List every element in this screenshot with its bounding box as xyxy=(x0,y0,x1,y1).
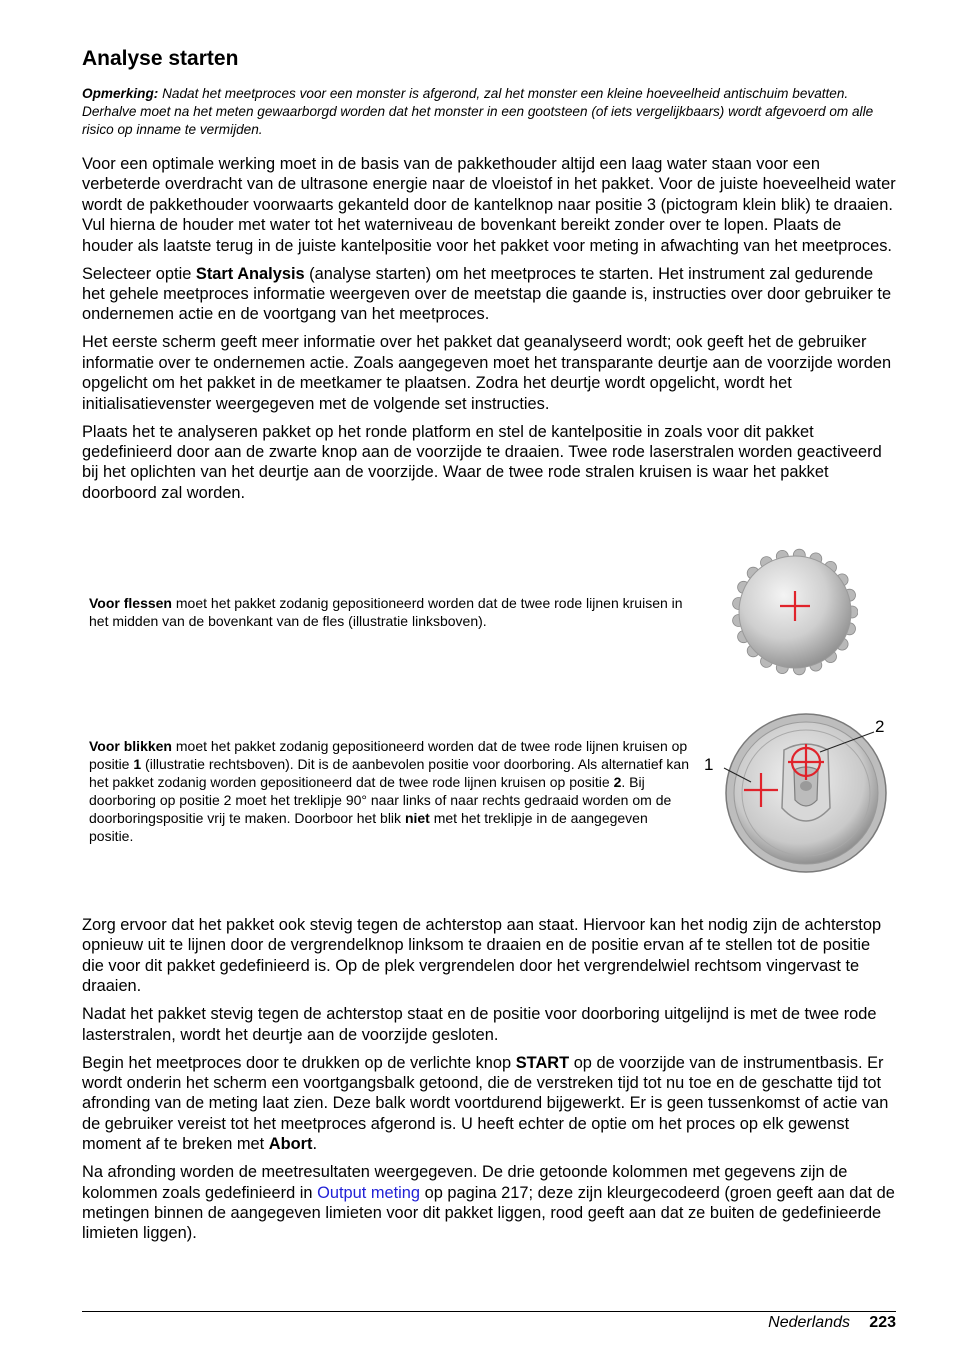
text-span: (illustratie rechtsboven). Dit is de aanbevolen positie voor doorboring. Als alternatief kan het pakket zodanig worden gepositioneerd dat de twee rode lijnen kruisen op positie xyxy=(89,756,690,791)
note-text: Nadat het meetproces voor een monster is afgerond, zal het monster een kleine hoeveelheid antischuim bevatten. Derhalve moet na het meten gewaarborgd worden dat het monster in een gootsteen (of iets vergelijkbaars) wordt afgevoerd om alle risico op inname te vermijden. xyxy=(82,86,874,137)
paragraph-start-measurement xyxy=(82,1053,896,1155)
paragraph-place-package: Plaats het te analyseren pakket op het ronde platform en stel de kantelpositie in zoals voor dit pakket gedefinieerd door aan de zwarte knop aan de voorzijde te draaien. Twee rode laserstralen worden geactiveerd bij het oplichten van het deurtje aan de voorzijde. Waar de twee rode stralen kruisen is waar het pakket doorboord zal worden. xyxy=(82,422,882,502)
paragraph-first-screen: Het eerste scherm geeft meer informatie over het pakket dat geanalyseerd wordt; ook geeft het de gebruiker informatie over te ondernemen actie. Zoals aangegeven moet het transparante deurtje aan de voorzijde worden opgelicht om het pakket in de meetkamer te plaatsen. Zodra het deurtje wordt opgelicht, wordt het initialisatievenster weergegeven met de volgende set instructies. xyxy=(82,333,892,413)
footer-page-number: 223 xyxy=(869,1314,896,1331)
text-span: Na afronding worden de meetresultaten weergegeven. De drie getoonde kolommen met gegevens zijn de kolommen zoals gedefinieerd in xyxy=(82,1163,848,1202)
output-meting-link[interactable]: Output meting xyxy=(317,1183,421,1202)
body-text-top xyxy=(82,154,896,511)
body-text-bottom xyxy=(82,915,896,1251)
text-span: op de voorzijde van de instrumentbasis. Er wordt onderin het scherm een voortgangsbalk getoond, die de verstreken tijd tot nu toe en de geschatte tijd tot afronding van de meting laat zien. Deze balk wordt voortdurend bijgewerkt. Er is geen tussenkomst of actie van de gebruiker vereist tot het meetproces afgerond is. U heeft echter de optie om het proces op elk gewenst moment af te breken met xyxy=(82,1053,889,1154)
bottle-caption xyxy=(89,594,695,630)
footer-divider xyxy=(82,1311,896,1312)
text-span: moet het pakket zodanig gepositioneerd worden dat de twee rode lijnen kruisen op positie xyxy=(89,738,688,773)
start-analysis-term: Start Analysis xyxy=(195,264,305,283)
bottle-caption-text: moet het pakket zodanig gepositioneerd worden dat de twee rode lijnen kruisen in het midden van de bovenkant van de fles (illustratie linksboven). xyxy=(89,595,683,630)
note-label: Opmerking: xyxy=(82,86,159,101)
position-1-term: 1 xyxy=(133,756,142,773)
footer-language: Nederlands xyxy=(768,1314,850,1331)
paragraph-results xyxy=(82,1162,896,1244)
can-top-illustration xyxy=(696,708,892,874)
niet-term: niet xyxy=(404,810,430,827)
text-span: (analyse starten) om het meetproces te starten. Het instrument zal gedurende het gehele meetproces informatie weergeven over de meetstap die gaande is, instructies over door gebruiker te ondernemen actie en de voortgang van het meetproces. xyxy=(82,264,892,324)
text-span: Selecteer optie xyxy=(82,264,196,283)
can-caption xyxy=(89,737,695,846)
callout-1-label: 1 xyxy=(704,755,714,774)
abort-term: Abort xyxy=(268,1135,313,1154)
note-paragraph xyxy=(82,85,894,139)
text-span: Begin het meetproces door te drukken op de verlichte knop xyxy=(82,1053,516,1072)
start-term: START xyxy=(515,1053,570,1072)
callout-2-label: 2 xyxy=(875,717,885,736)
can-caption-bold: Voor blikken xyxy=(89,738,172,754)
text-span: . Bij doorboring op positie 2 moet het treklipje 90° naar links of naar rechts gedraaid worden om de doorboringspositie vrij te maken. Doorboor het blik xyxy=(89,774,672,827)
paragraph-close-door: Nadat het pakket stevig tegen de achterstop staat en de positie voor doorboring uitgelijnd is met de twee rode lasterstralen, wordt het deurtje aan de voorzijde gesloten. xyxy=(82,1005,877,1044)
position-2-term: 2 xyxy=(613,774,622,791)
text-span: met het treklipje in de aangegeven positie. xyxy=(89,810,648,845)
bottle-caption-bold: Voor flessen xyxy=(89,595,172,611)
page-title: Analyse starten xyxy=(82,47,239,70)
paragraph-water: Voor een optimale werking moet in de basis van de pakkethouder altijd een laag water staan voor een verbeterde overdracht van de ultrasone energie naar de vloeistof in het pakket. Voor de juiste hoeveelheid water wordt de pakkethouder voorwaarts gekanteld door de kantelknop naar positie 3 (pictogram klein blik) te draaien. Vul hierna de houder met water tot het waterniveau de bovenkant bereikt zonder over te lopen. Plaats de houder als laatste terug in de juiste kantelpositie voor het pakket voor meting in afwachting van het meetproces. xyxy=(82,155,896,255)
bottle-cap-illustration xyxy=(732,548,858,676)
paragraph-start-analysis xyxy=(82,264,896,325)
text-span: . xyxy=(312,1135,318,1154)
text-span: op pagina 217; deze zijn kleurgecodeerd (groen geeft aan dat de metingen binnen de aangegeven limieten voor dit pakket liggen, rood geeft aan dat ze buiten de gedefinieerde limieten liggen). xyxy=(82,1183,895,1243)
paragraph-backstop: Zorg ervoor dat het pakket ook stevig tegen de achterstop aan staat. Hiervoor kan het nodig zijn de achterstop opnieuw uit te lijnen door de vergrendelknop linksom te draaien en de positie ervan af te stellen tot de positie die voor dit pakket gedefinieerd is. Op de plek vergrendelen door het vergrendelwiel rechtsom vingervast te draaien. xyxy=(82,916,882,996)
